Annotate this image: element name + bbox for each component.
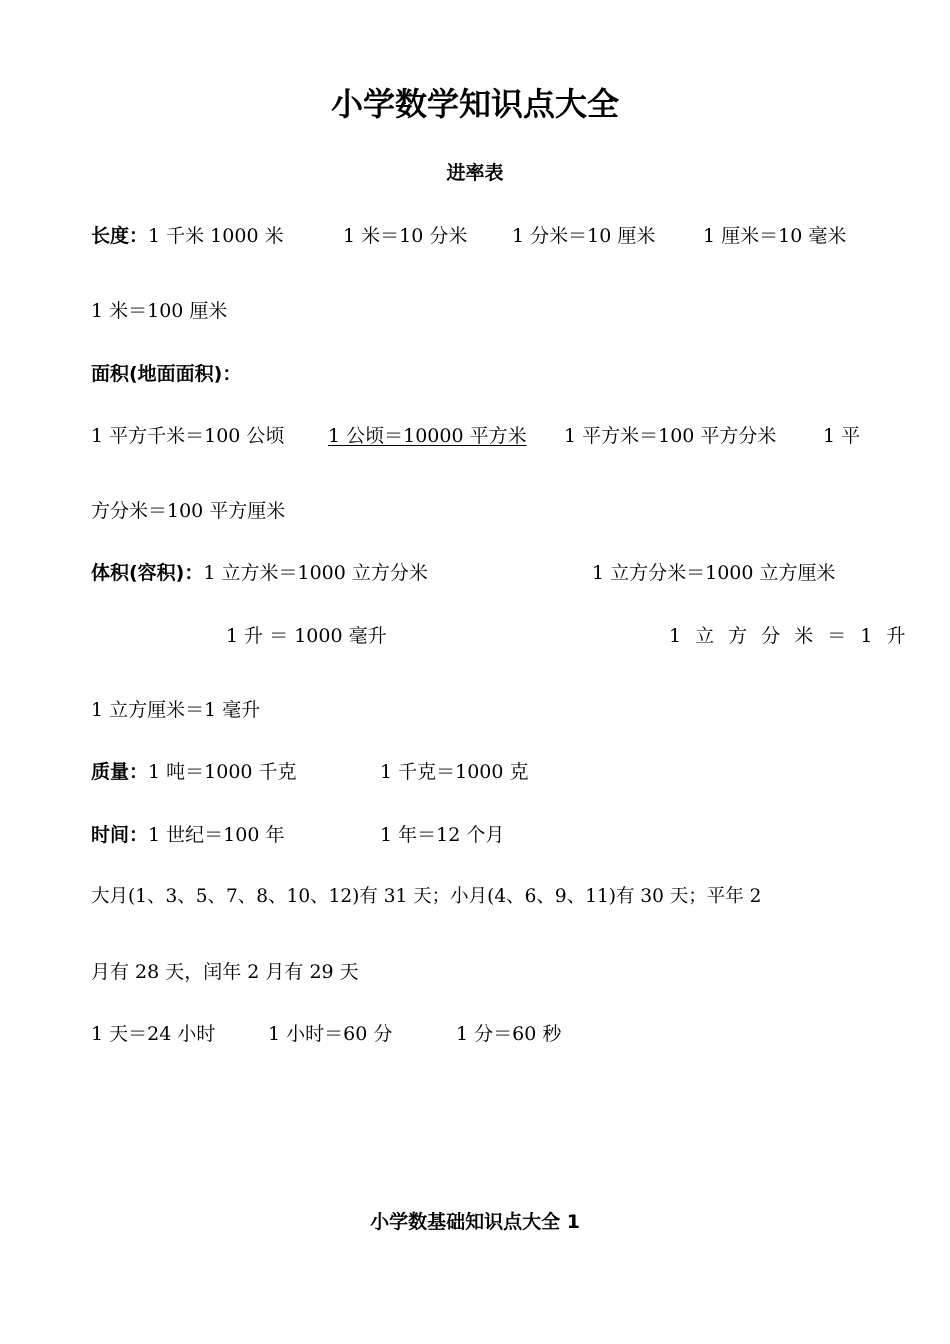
time-unit: 1 天＝24 小时 bbox=[91, 1023, 216, 1045]
months-line-1: 大月(1、3、5、7、8、10、12)有 31 天；小月(4、6、9、11)有 30 天；平年 2 bbox=[91, 886, 762, 907]
length-item: 1 厘米＝10 毫米 bbox=[703, 225, 847, 247]
volume-item: 1 立方米＝1000 立方分米 bbox=[203, 562, 428, 584]
volume-item: 1 立方分米＝1000 立方厘米 bbox=[592, 562, 836, 584]
mass-item: 1 千克＝1000 克 bbox=[380, 761, 529, 783]
time-unit: 1 分＝60 秒 bbox=[456, 1023, 562, 1045]
time-unit: 1 小时＝60 分 bbox=[268, 1023, 393, 1045]
section-title: 进率表 bbox=[446, 162, 504, 184]
page-footer: 小学数基础知识点大全 1 bbox=[370, 1211, 580, 1233]
time-item: 1 世纪＝100 年 bbox=[148, 824, 285, 846]
length-item: 1 米＝10 分米 bbox=[343, 225, 468, 247]
length-line-1 bbox=[91, 227, 284, 246]
length-item: 1 千米 1000 米 bbox=[148, 225, 284, 247]
length-item: 1 分米＝10 厘米 bbox=[512, 225, 656, 247]
volume-item: 1 立 方 分 米 ＝ 1 升 bbox=[669, 625, 910, 647]
mass-item: 1 吨＝1000 千克 bbox=[148, 761, 297, 783]
mass-label: 质量： bbox=[91, 761, 149, 783]
length-item: 1 米＝100 厘米 bbox=[91, 300, 228, 322]
mass-line bbox=[91, 763, 297, 782]
area-item: 方分米＝100 平方厘米 bbox=[91, 500, 286, 522]
page-title: 小学数学知识点大全 bbox=[330, 85, 619, 123]
months-line-2: 月有 28 天，闰年 2 月有 29 天 bbox=[91, 961, 359, 983]
volume-item: 1 升 ＝ 1000 毫升 bbox=[226, 625, 387, 647]
area-item: 1 平方千米＝100 公顷 bbox=[91, 425, 285, 447]
volume-item: 1 立方厘米＝1 毫升 bbox=[91, 699, 261, 721]
length-label: 长度： bbox=[91, 225, 149, 247]
area-item-underlined: 1 公顷＝10000 平方米 bbox=[328, 425, 527, 447]
area-label: 面积(地面面积)： bbox=[91, 363, 242, 385]
volume-line-1 bbox=[91, 564, 428, 583]
time-label: 时间： bbox=[91, 824, 149, 846]
volume-label: 体积(容积)： bbox=[91, 562, 204, 584]
time-line bbox=[91, 826, 284, 845]
time-item: 1 年＝12 个月 bbox=[380, 824, 505, 846]
area-item: 1 平 bbox=[823, 425, 861, 447]
area-item: 1 平方米＝100 平方分米 bbox=[564, 425, 777, 447]
